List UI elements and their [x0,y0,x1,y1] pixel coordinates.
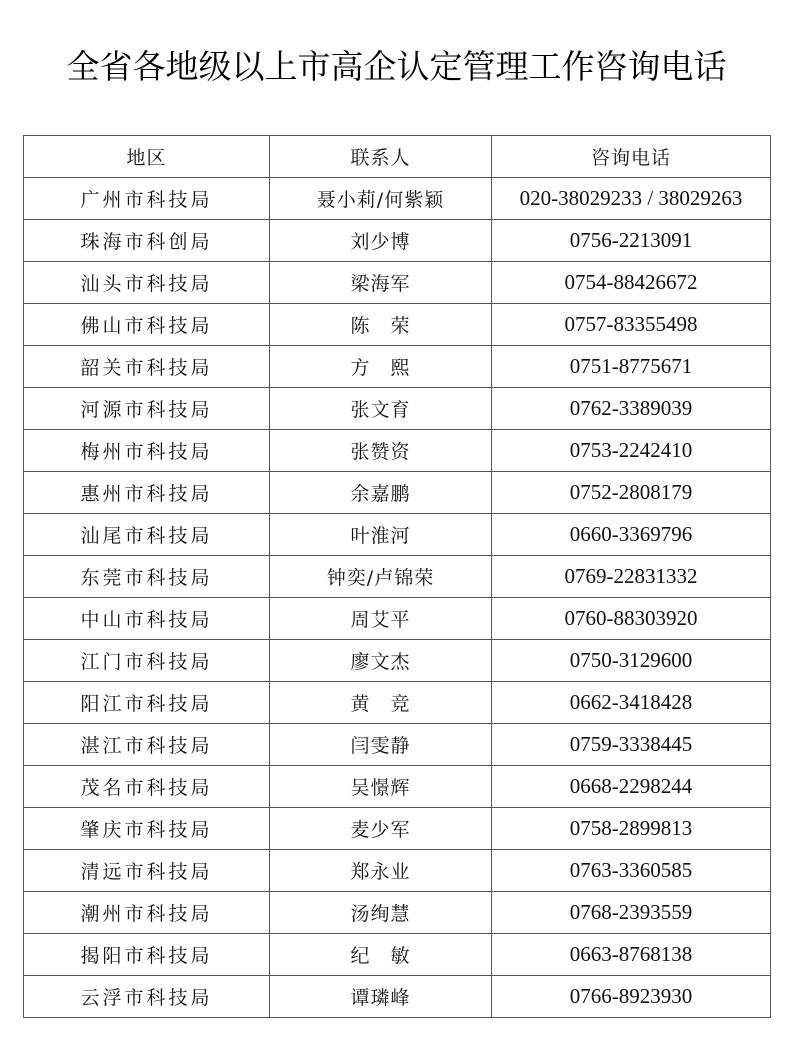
region-cell: 河源市科技局 [24,388,270,430]
region-cell: 阳江市科技局 [24,682,270,724]
phone-cell: 0668-2298244 [492,766,771,808]
phone-cell: 020-38029233 / 38029263 [492,178,771,220]
table-row [24,766,771,808]
region-cell: 梅州市科技局 [24,430,270,472]
phone-cell: 0662-3418428 [492,682,771,724]
table-row [24,430,771,472]
phone-cell: 0663-8768138 [492,934,771,976]
contact-cell: 周艾平 [270,598,492,640]
table-body [24,178,771,1018]
region-cell: 汕尾市科技局 [24,514,270,556]
phone-cell: 0766-8923930 [492,976,771,1018]
contact-cell: 刘少博 [270,220,492,262]
region-cell: 江门市科技局 [24,640,270,682]
contact-cell: 梁海军 [270,262,492,304]
phone-cell: 0759-3338445 [492,724,771,766]
contact-cell: 张文育 [270,388,492,430]
region-cell: 肇庆市科技局 [24,808,270,850]
table-row [24,304,771,346]
contact-cell: 张赞资 [270,430,492,472]
phone-cell: 0768-2393559 [492,892,771,934]
phone-cell: 0756-2213091 [492,220,771,262]
contact-cell: 钟奕/卢锦荣 [270,556,492,598]
region-cell: 茂名市科技局 [24,766,270,808]
contacts-table [23,135,771,1018]
region-cell: 云浮市科技局 [24,976,270,1018]
region-cell: 韶关市科技局 [24,346,270,388]
header-row [24,136,771,178]
table-row [24,724,771,766]
table-row [24,346,771,388]
table-header [24,136,771,178]
table-row [24,976,771,1018]
contact-cell: 陈 荣 [270,304,492,346]
table-row [24,472,771,514]
region-cell: 东莞市科技局 [24,556,270,598]
table-row [24,178,771,220]
phone-cell: 0758-2899813 [492,808,771,850]
phone-cell: 0750-3129600 [492,640,771,682]
phone-cell: 0757-83355498 [492,304,771,346]
contact-cell: 聂小莉/何紫颖 [270,178,492,220]
contact-cell: 方 熙 [270,346,492,388]
contact-cell: 麦少军 [270,808,492,850]
region-cell: 揭阳市科技局 [24,934,270,976]
header-region: 地区 [24,136,270,178]
contact-cell: 叶淮河 [270,514,492,556]
region-cell: 清远市科技局 [24,850,270,892]
contact-cell: 郑永业 [270,850,492,892]
contact-cell: 吴憬辉 [270,766,492,808]
table-row [24,850,771,892]
contact-cell: 黄 竞 [270,682,492,724]
table-row [24,220,771,262]
phone-cell: 0751-8775671 [492,346,771,388]
phone-cell: 0660-3369796 [492,514,771,556]
table-row [24,934,771,976]
contact-cell: 廖文杰 [270,640,492,682]
table-row [24,556,771,598]
region-cell: 中山市科技局 [24,598,270,640]
region-cell: 湛江市科技局 [24,724,270,766]
phone-cell: 0769-22831332 [492,556,771,598]
table-row [24,640,771,682]
table-row [24,682,771,724]
phone-cell: 0752-2808179 [492,472,771,514]
phone-cell: 0760-88303920 [492,598,771,640]
contact-cell: 闫雯静 [270,724,492,766]
region-cell: 惠州市科技局 [24,472,270,514]
contact-cell: 纪 敏 [270,934,492,976]
table-row [24,514,771,556]
phone-cell: 0762-3389039 [492,388,771,430]
table-row [24,388,771,430]
header-phone: 咨询电话 [492,136,771,178]
document-title: 全省各地级以上市高企认定管理工作咨询电话 [66,47,727,86]
region-cell: 潮州市科技局 [24,892,270,934]
header-contact: 联系人 [270,136,492,178]
region-cell: 广州市科技局 [24,178,270,220]
contact-cell: 谭璘峰 [270,976,492,1018]
phone-cell: 0753-2242410 [492,430,771,472]
region-cell: 汕头市科技局 [24,262,270,304]
table-row [24,598,771,640]
table-row [24,262,771,304]
table-row [24,808,771,850]
contact-cell: 余嘉鹏 [270,472,492,514]
phone-cell: 0763-3360585 [492,850,771,892]
table-row [24,892,771,934]
contact-cell: 汤绚慧 [270,892,492,934]
region-cell: 珠海市科创局 [24,220,270,262]
region-cell: 佛山市科技局 [24,304,270,346]
phone-cell: 0754-88426672 [492,262,771,304]
